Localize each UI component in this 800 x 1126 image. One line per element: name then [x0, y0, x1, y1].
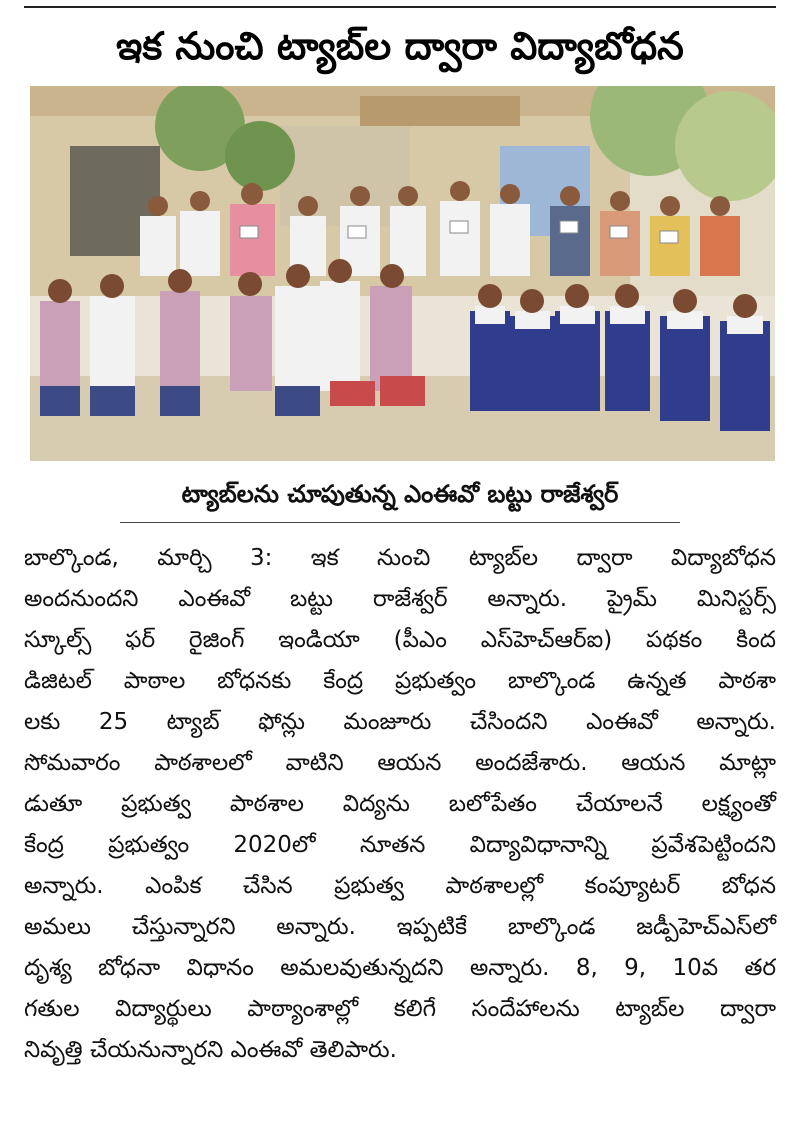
photo-caption: ట్యాబ్‌లను చూపుతున్న ఎంఈవో బట్టు రాజేశ్వర్ — [181, 480, 619, 508]
article-line: లకు 25 ట్యాబ్ ఫోన్లు మంజూరు చేసిందని ఎంఈవో అన్నారు. — [24, 709, 776, 735]
article-line: దృశ్య బోధనా విధానం అమలవుతున్నదని అన్నారు. 8, 9, 10వ తర — [24, 955, 776, 981]
article-line: డిజిటల్ పాఠాల బోధనకు కేంద్ర ప్రభుత్వం బాల్కొండ ఉన్నత పాఠశా — [24, 668, 776, 694]
article-body — [24, 538, 776, 1118]
article-line: అందనుందని ఎంఈవో బట్టు రాజేశ్వర్ అన్నారు. ప్రైమ్ మినిస్టర్స్ — [24, 586, 776, 612]
news-photo — [30, 86, 775, 461]
news-photo-illustration — [30, 86, 775, 461]
top-rule — [24, 6, 776, 8]
article-line: స్కూల్స్ ఫర్ రైజింగ్ ఇండియా (పీఎం ఎస్‌హెచ్‌ఆర్ఐ) పథకం కింద — [24, 627, 776, 653]
article-line: అన్నారు. ఎంపిక చేసిన ప్రభుత్వ పాఠశాలల్లో కంప్యూటర్ బోధన — [24, 873, 776, 899]
article-line: అమలు చేస్తున్నారని అన్నారు. ఇప్పటికే బాల్కొండ జడ్పీహెచ్ఎస్‌లో — [24, 914, 776, 940]
article-line: డుతూ ప్రభుత్వ పాఠశాల విద్యను బలోపేతం చేయాలనే లక్ష్యంతో — [24, 791, 776, 817]
article-line: కేంద్ర ప్రభుత్వం 2020లో నూతన విద్యావిధానాన్ని ప్రవేశపెట్టిందని — [24, 832, 776, 858]
article-line: సోమవారం పాఠశాలలో వాటిని ఆయన అందజేశారు. ఆయన మాట్లా — [24, 750, 776, 776]
caption-rule — [120, 522, 680, 523]
headline: ఇక నుంచి ట్యాబ్‌ల ద్వారా విద్యాబోధన — [116, 24, 684, 68]
article-line: నివృత్తి చేయనున్నారని ఎంఈవో తెలిపారు. — [24, 1037, 397, 1063]
article-line: బాల్కొండ, మార్చి 3: ఇక నుంచి ట్యాబ్‌ల ద్వారా విద్యాబోధన — [24, 545, 776, 571]
article-line: గతుల విద్యార్థులు పాఠ్యాంశాల్లో కలిగే సందేహాలను ట్యాబ్‌ల ద్వారా — [24, 996, 776, 1022]
